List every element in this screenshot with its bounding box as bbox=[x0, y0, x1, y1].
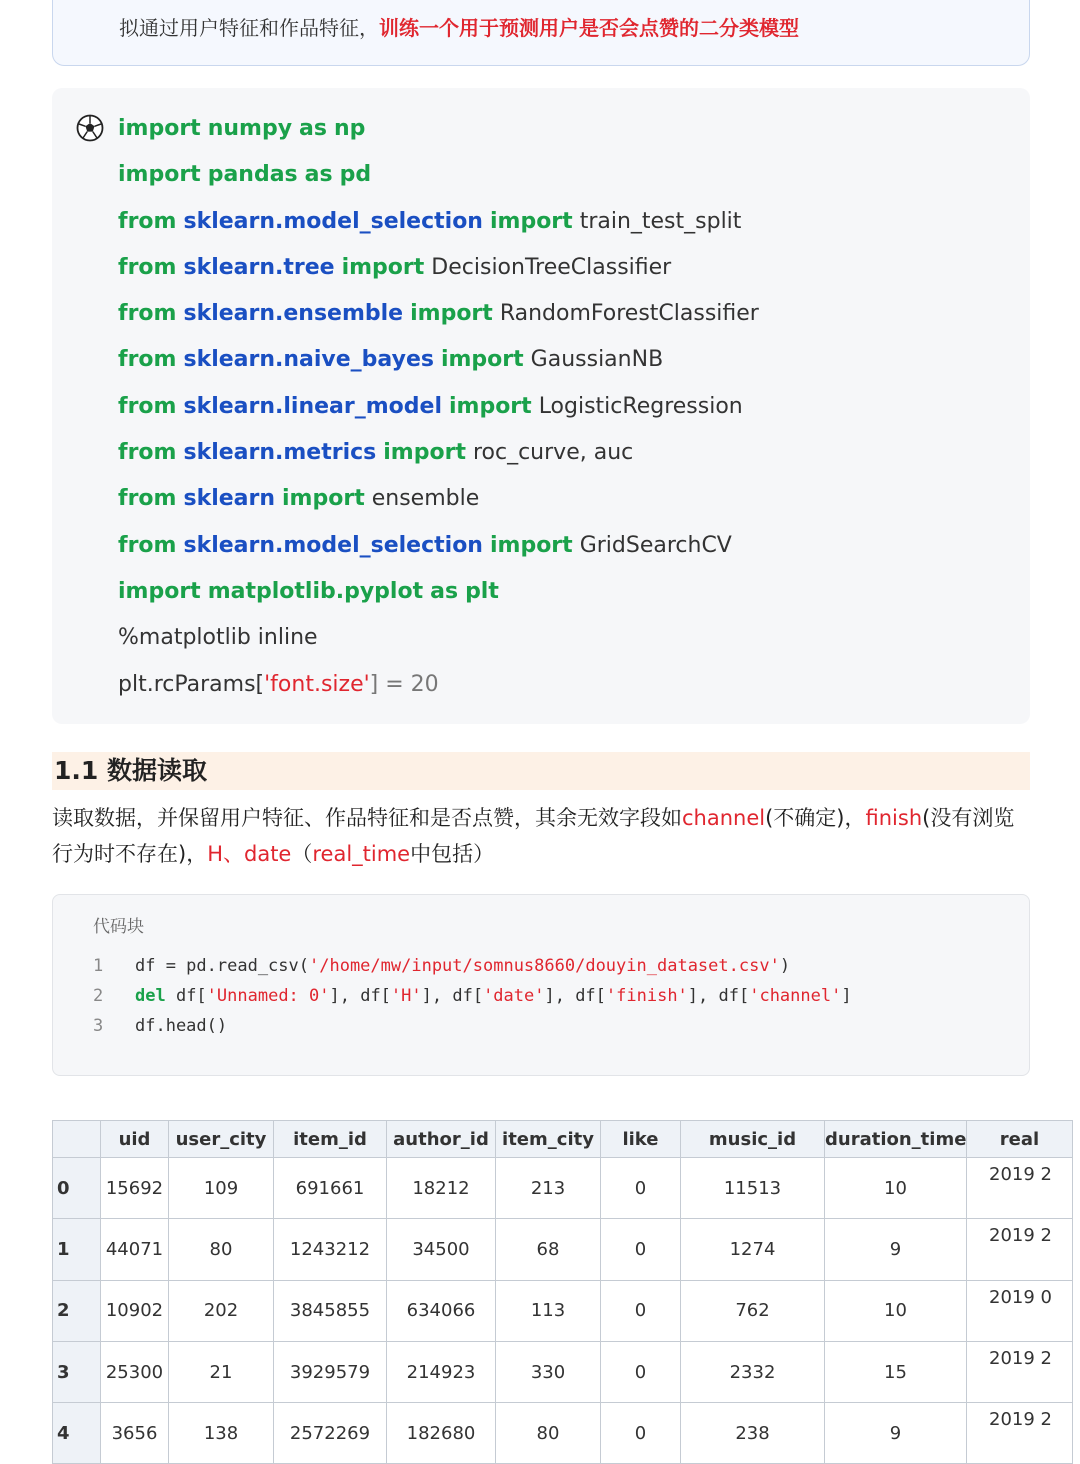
dataframe-table bbox=[52, 1120, 1073, 1464]
row-index: 0 bbox=[53, 1158, 101, 1219]
soccer-ball-icon bbox=[76, 114, 104, 142]
row-index: 2 bbox=[53, 1280, 101, 1341]
para-text: 中包括） bbox=[410, 842, 495, 866]
code-module: sklearn.naive_bayes bbox=[183, 347, 434, 373]
table-cell: 1243212 bbox=[274, 1219, 387, 1280]
code-keyword: from bbox=[118, 301, 177, 327]
section-heading: 1.1 数据读取 bbox=[52, 752, 1030, 790]
line-number: 1 bbox=[93, 956, 104, 976]
code-string: 'date' bbox=[483, 986, 545, 1006]
code-keyword: import bbox=[410, 301, 493, 327]
column-header: item_id bbox=[274, 1121, 387, 1158]
code-token: df = pd.read_csv( bbox=[135, 956, 309, 976]
table-cell: 2572269 bbox=[274, 1403, 387, 1464]
code-name: roc_curve, auc bbox=[472, 440, 634, 466]
code-module: numpy bbox=[207, 116, 293, 141]
table-row bbox=[53, 1280, 1073, 1341]
row-index: 4 bbox=[53, 1403, 101, 1464]
para-text: (不确定)， bbox=[765, 806, 866, 830]
code-token: ], df[ bbox=[687, 986, 750, 1006]
read-code-block bbox=[52, 894, 1030, 1076]
table-header-row bbox=[53, 1121, 1073, 1158]
code-block-label: 代码块 bbox=[93, 917, 144, 937]
table-cell: 10 bbox=[825, 1158, 967, 1219]
code-string: 'channel' bbox=[749, 986, 842, 1006]
table-cell: 0 bbox=[601, 1280, 681, 1341]
code-line bbox=[93, 981, 852, 1011]
code-keyword: import bbox=[282, 486, 365, 512]
import-line bbox=[118, 476, 759, 522]
code-keyword: import bbox=[118, 578, 201, 604]
code-name: RandomForestClassifier bbox=[499, 301, 759, 327]
import-line bbox=[118, 245, 759, 291]
table-cell: 44071 bbox=[101, 1219, 169, 1280]
import-code-block bbox=[52, 88, 1030, 724]
code-token: ) bbox=[779, 956, 791, 976]
column-header: music_id bbox=[681, 1121, 825, 1158]
table-cell: 18212 bbox=[387, 1158, 496, 1219]
table-cell: 109 bbox=[169, 1158, 274, 1219]
code-keyword: from bbox=[118, 486, 177, 512]
code-token: ] bbox=[841, 986, 852, 1006]
code-module: sklearn.linear_model bbox=[183, 393, 442, 419]
table-cell: 213 bbox=[496, 1158, 601, 1219]
import-line bbox=[118, 384, 759, 430]
code-line bbox=[93, 951, 852, 981]
table-cell: 3845855 bbox=[274, 1280, 387, 1341]
code-module: sklearn.metrics bbox=[183, 440, 377, 466]
table-cell: 0 bbox=[601, 1403, 681, 1464]
code-token: df.head() bbox=[135, 1016, 228, 1036]
table-cell: 214923 bbox=[387, 1341, 496, 1402]
code-keyword: from bbox=[118, 347, 177, 373]
para-real-time: real_time bbox=[312, 842, 411, 866]
table-cell-real bbox=[967, 1158, 1073, 1219]
code-string: 'Unnamed: 0' bbox=[206, 986, 330, 1006]
code-keyword: import bbox=[489, 208, 573, 234]
code-name: LogisticRegression bbox=[538, 393, 743, 419]
callout-text bbox=[119, 12, 799, 41]
table-cell: 34500 bbox=[387, 1219, 496, 1280]
para-h-date: H、date bbox=[207, 842, 292, 866]
dataframe-table-wrap[interactable] bbox=[52, 1120, 1052, 1444]
table-cell: 21 bbox=[169, 1341, 274, 1402]
code-token: ], df[ bbox=[329, 986, 391, 1006]
row-index: 1 bbox=[53, 1219, 101, 1280]
table-cell-real bbox=[967, 1341, 1073, 1402]
code-string: 'finish' bbox=[605, 986, 688, 1006]
code-keyword: from bbox=[118, 208, 177, 234]
code-keyword: import bbox=[440, 347, 524, 373]
code-line bbox=[93, 1011, 852, 1041]
table-cell: 9 bbox=[825, 1219, 967, 1280]
table-cell: 3929579 bbox=[274, 1341, 387, 1402]
line-number: 3 bbox=[93, 1016, 104, 1036]
table-cell: 2332 bbox=[681, 1341, 825, 1402]
import-lines bbox=[118, 106, 759, 708]
code-name: DecisionTreeClassifier bbox=[431, 254, 672, 280]
table-row bbox=[53, 1341, 1073, 1402]
code-module: sklearn.model_selection bbox=[183, 208, 483, 234]
code-string: '/home/mw/input/somnus8660/douyin_dataset.csv' bbox=[309, 956, 780, 976]
table-row bbox=[53, 1158, 1073, 1219]
table-cell: 11513 bbox=[681, 1158, 825, 1219]
import-line bbox=[118, 337, 759, 383]
code-keyword: as bbox=[430, 578, 459, 604]
import-line bbox=[118, 523, 759, 569]
column-header: user_city bbox=[169, 1121, 274, 1158]
code-string: 'H' bbox=[390, 986, 422, 1006]
cell-value: 2019 2 bbox=[989, 1347, 1052, 1369]
para-channel: channel bbox=[682, 806, 766, 830]
column-header bbox=[53, 1121, 101, 1158]
table-cell: 80 bbox=[169, 1219, 274, 1280]
code-keyword: as bbox=[304, 162, 333, 188]
code-keyword: import bbox=[118, 162, 201, 188]
code-keyword: del bbox=[135, 986, 166, 1006]
code-keyword: from bbox=[118, 254, 177, 280]
code-name: plt bbox=[465, 578, 499, 604]
code-token: ], df[ bbox=[421, 986, 484, 1006]
para-text: (没有浏览行为时不存在)， bbox=[52, 806, 1015, 866]
code-keyword: as bbox=[299, 116, 327, 141]
table-cell: 15692 bbox=[101, 1158, 169, 1219]
code-string: 'font.size' bbox=[264, 671, 370, 697]
section-paragraph bbox=[52, 800, 1030, 872]
code-module: sklearn.model_selection bbox=[183, 532, 483, 558]
table-cell-real bbox=[967, 1280, 1073, 1341]
table-cell: 182680 bbox=[387, 1403, 496, 1464]
table-cell: 3656 bbox=[101, 1403, 169, 1464]
table-cell-real bbox=[967, 1403, 1073, 1464]
code-module: pandas bbox=[207, 162, 298, 188]
import-line bbox=[118, 430, 759, 476]
code-keyword: import bbox=[448, 393, 532, 419]
table-cell: 330 bbox=[496, 1341, 601, 1402]
code-keyword: from bbox=[118, 440, 177, 466]
row-index: 3 bbox=[53, 1341, 101, 1402]
table-cell: 80 bbox=[496, 1403, 601, 1464]
para-finish: finish bbox=[865, 806, 923, 830]
code-name: np bbox=[334, 116, 366, 141]
table-row bbox=[53, 1219, 1073, 1280]
import-line bbox=[118, 569, 759, 615]
code-keyword: import bbox=[489, 532, 573, 558]
code-keyword: from bbox=[118, 393, 177, 419]
table-cell: 0 bbox=[601, 1341, 681, 1402]
table-cell: 238 bbox=[681, 1403, 825, 1464]
code-token: plt.rcParams[ bbox=[118, 671, 265, 697]
code-keyword: import bbox=[341, 254, 425, 280]
code-module: sklearn bbox=[183, 486, 276, 512]
code-keyword: from bbox=[118, 532, 177, 558]
code-token: ], df[ bbox=[544, 986, 606, 1006]
code-name: ensemble bbox=[371, 486, 480, 512]
table-cell: 762 bbox=[681, 1280, 825, 1341]
table-cell: 25300 bbox=[101, 1341, 169, 1402]
table-cell: 15 bbox=[825, 1341, 967, 1402]
para-text: （ bbox=[291, 842, 313, 866]
table-cell: 68 bbox=[496, 1219, 601, 1280]
callout-highlight: 训练一个用于预测用户是否会点赞的二分类模型 bbox=[379, 16, 799, 40]
code-name: GaussianNB bbox=[530, 347, 664, 373]
table-cell: 1274 bbox=[681, 1219, 825, 1280]
table-cell: 691661 bbox=[274, 1158, 387, 1219]
table-cell: 0 bbox=[601, 1158, 681, 1219]
magic-line: %matplotlib inline bbox=[118, 625, 318, 651]
para-text: 读取数据，并保留用户特征、作品特征和是否点赞，其余无效字段如 bbox=[52, 806, 682, 830]
callout-normal: 拟通过用户特征和作品特征， bbox=[119, 16, 379, 40]
column-header: real bbox=[967, 1121, 1073, 1158]
cell-value: 2019 2 bbox=[989, 1225, 1052, 1247]
column-header: item_city bbox=[496, 1121, 601, 1158]
code-name: GridSearchCV bbox=[579, 532, 732, 558]
column-header: author_id bbox=[387, 1121, 496, 1158]
import-line bbox=[118, 152, 759, 198]
task-callout bbox=[52, 0, 1030, 66]
code-token: df[ bbox=[165, 986, 207, 1006]
table-cell: 10902 bbox=[101, 1280, 169, 1341]
table-cell-real bbox=[967, 1219, 1073, 1280]
column-header: like bbox=[601, 1121, 681, 1158]
import-line bbox=[118, 199, 759, 245]
table-row bbox=[53, 1403, 1073, 1464]
table-cell: 113 bbox=[496, 1280, 601, 1341]
table-cell: 202 bbox=[169, 1280, 274, 1341]
code-keyword: import bbox=[383, 440, 466, 466]
cell-value: 2019 2 bbox=[989, 1409, 1052, 1431]
import-line bbox=[118, 291, 759, 337]
cell-value: 2019 0 bbox=[989, 1286, 1052, 1308]
code-name: pd bbox=[339, 162, 372, 188]
code-lines bbox=[93, 951, 852, 1041]
code-module: sklearn.tree bbox=[183, 254, 335, 280]
table-cell: 634066 bbox=[387, 1280, 496, 1341]
code-module: sklearn.ensemble bbox=[183, 301, 404, 327]
column-header: duration_time bbox=[825, 1121, 967, 1158]
table-cell: 9 bbox=[825, 1403, 967, 1464]
column-header: uid bbox=[101, 1121, 169, 1158]
code-token: ] = bbox=[369, 671, 411, 697]
code-number: 20 bbox=[410, 671, 439, 697]
code-name: train_test_split bbox=[579, 208, 742, 234]
code-keyword: import bbox=[118, 116, 201, 141]
table-cell: 10 bbox=[825, 1280, 967, 1341]
code-module: matplotlib.pyplot bbox=[207, 578, 424, 604]
line-number: 2 bbox=[93, 986, 104, 1006]
table-cell: 138 bbox=[169, 1403, 274, 1464]
table-cell: 0 bbox=[601, 1219, 681, 1280]
import-line bbox=[118, 106, 759, 152]
cell-value: 2019 2 bbox=[989, 1164, 1052, 1185]
rcparams-line bbox=[118, 662, 759, 708]
